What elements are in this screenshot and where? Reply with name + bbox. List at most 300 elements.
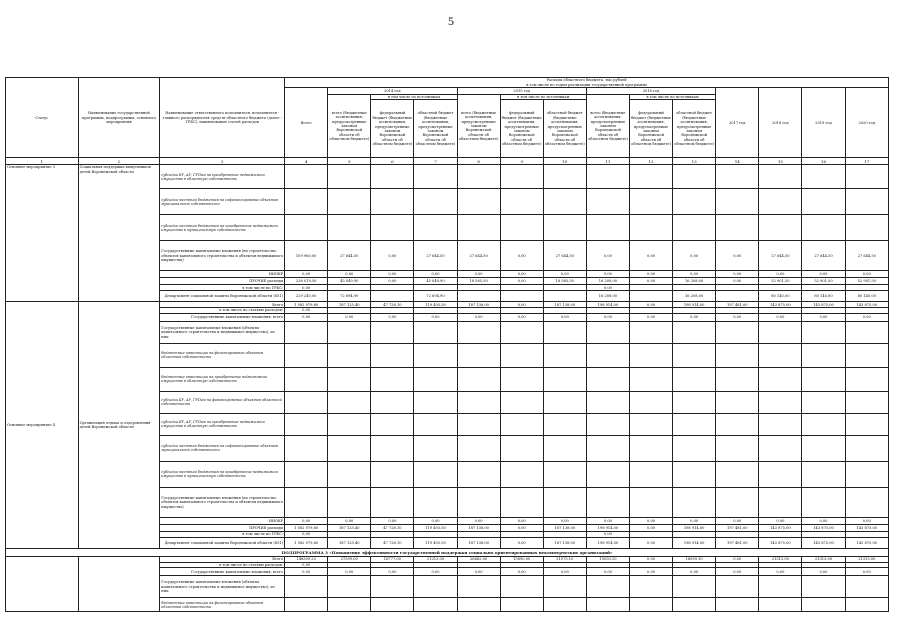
value-cell: 0,00 bbox=[673, 313, 716, 321]
value-cell bbox=[673, 435, 716, 461]
value-cell: 52 901,50 bbox=[845, 278, 888, 285]
value-cell bbox=[285, 367, 328, 391]
value-cell bbox=[414, 461, 457, 487]
value-cell: 45 049,90 bbox=[414, 278, 457, 285]
block2-name: Организация отдыха и оздоровления детей Воронежской области bbox=[78, 302, 160, 548]
value-cell bbox=[457, 461, 500, 487]
row-label: Всего bbox=[160, 556, 285, 562]
column-numbers-row bbox=[6, 158, 889, 165]
value-cell: 18 565,50 bbox=[457, 278, 500, 285]
value-cell bbox=[414, 165, 457, 189]
header-2015-incl: в том числе по источникам bbox=[500, 95, 586, 100]
value-cell: 16777,00 bbox=[371, 556, 414, 562]
value-cell: 27 644,50 bbox=[543, 241, 586, 271]
value-cell: 0,00 bbox=[629, 302, 672, 308]
value-cell: 198 914,00 bbox=[673, 537, 716, 548]
header-2015-all: всего (бюджетные ассигнования, предусмотренные законом Воронежской области об областном бюджете) bbox=[457, 95, 500, 158]
value-cell: 143 875,00 bbox=[802, 537, 845, 548]
value-cell bbox=[285, 321, 328, 343]
value-cell bbox=[716, 189, 759, 215]
value-cell bbox=[414, 391, 457, 413]
value-cell: 27 644,50 bbox=[414, 241, 457, 271]
value-cell: 52 901,50 bbox=[759, 278, 802, 285]
header-2016-incl: в том числе по источникам bbox=[629, 95, 715, 100]
value-cell: 0,00 bbox=[586, 241, 629, 271]
value-cell bbox=[285, 189, 328, 215]
header-2014-all: всего (бюджетные ассигнования, предусмотренные законом Воронежской области об областном бюджете) bbox=[328, 95, 371, 158]
value-cell bbox=[586, 367, 629, 391]
value-cell: 0,00 bbox=[759, 517, 802, 524]
value-cell: 187 138,00 bbox=[543, 302, 586, 308]
value-cell: 0,00 bbox=[414, 313, 457, 321]
header-top-subtitle: в том числе по годам реализации государственной программы bbox=[526, 82, 647, 87]
column-number-cell: 10 bbox=[543, 158, 586, 165]
value-cell bbox=[457, 576, 500, 598]
value-cell: 52 901,50 bbox=[802, 278, 845, 285]
value-cell bbox=[716, 435, 759, 461]
header-executor: Наименование ответственного исполнителя, исполнителя - главного распорядителя средств областного бюджета (далее - ГРБС), наименование статей расходов bbox=[160, 78, 285, 158]
value-cell: 0,00 bbox=[371, 271, 414, 278]
value-cell bbox=[629, 413, 672, 435]
value-cell bbox=[673, 487, 716, 517]
value-cell: 0,00 bbox=[500, 278, 543, 285]
value-cell: 148309,20 bbox=[285, 556, 328, 562]
value-cell: 143 875,00 bbox=[759, 537, 802, 548]
column-number-cell: 2 bbox=[78, 158, 160, 165]
row-label: бюджетные инвестиции на финансирование объектов областной собственности bbox=[160, 343, 285, 367]
value-cell: 187 138,00 bbox=[543, 537, 586, 548]
value-cell: 27599,00 bbox=[328, 556, 371, 562]
value-cell: 0,00 bbox=[285, 308, 328, 313]
value-cell bbox=[759, 461, 802, 487]
value-cell bbox=[716, 576, 759, 598]
value-cell bbox=[845, 189, 888, 215]
value-cell bbox=[716, 413, 759, 435]
value-cell bbox=[285, 391, 328, 413]
value-cell: 0,00 bbox=[457, 271, 500, 278]
value-cell bbox=[371, 367, 414, 391]
value-cell: 21313,00 bbox=[845, 556, 888, 562]
header-2018: 2018 год bbox=[759, 88, 802, 158]
value-cell bbox=[457, 598, 500, 612]
value-cell bbox=[328, 367, 371, 391]
value-cell bbox=[802, 343, 845, 367]
value-cell bbox=[457, 321, 500, 343]
value-cell: 47 728,10 bbox=[371, 524, 414, 531]
value-cell: 0,00 bbox=[285, 313, 328, 321]
value-cell bbox=[802, 461, 845, 487]
value-cell: 47 728,10 bbox=[371, 302, 414, 308]
value-cell bbox=[802, 487, 845, 517]
value-cell bbox=[673, 576, 716, 598]
value-cell bbox=[845, 391, 888, 413]
value-cell: 1 582 979,60 bbox=[285, 537, 328, 548]
value-cell: 0,00 bbox=[759, 568, 802, 576]
row-label: субсидии местным бюджетам на приобретение недвижимого имущества в муниципальную собственность bbox=[160, 461, 285, 487]
value-cell bbox=[371, 576, 414, 598]
value-cell: 187 138,00 bbox=[457, 302, 500, 308]
value-cell: 0,00 bbox=[414, 568, 457, 576]
value-cell: 16 208,00 bbox=[586, 278, 629, 285]
value-cell bbox=[543, 343, 586, 367]
value-cell bbox=[328, 576, 371, 598]
row-label: субсидии местным бюджетам на приобретение недвижимого имущества в муниципальную собственность bbox=[160, 215, 285, 241]
value-cell: 21313,00 bbox=[802, 556, 845, 562]
value-cell: 0,00 bbox=[586, 285, 629, 291]
value-cell bbox=[673, 367, 716, 391]
value-cell bbox=[285, 435, 328, 461]
value-cell: 197 481,00 bbox=[716, 537, 759, 548]
value-cell bbox=[543, 487, 586, 517]
row-label: в том числе по ГРБС: bbox=[160, 285, 285, 291]
value-cell: 15890,00 bbox=[500, 556, 543, 562]
value-cell: 0,00 bbox=[716, 568, 759, 576]
value-cell bbox=[673, 343, 716, 367]
value-cell bbox=[371, 215, 414, 241]
value-cell: 0,00 bbox=[500, 568, 543, 576]
value-cell: 27 644,50 bbox=[759, 241, 802, 271]
subprogram-banner: ПОДПРОГРАММА 3 «Повышение эффективности государственной поддержки социально ориентированных некоммерческих организаций» bbox=[6, 548, 889, 556]
value-cell: 0,00 bbox=[716, 517, 759, 524]
value-cell bbox=[500, 165, 543, 189]
row-label: НИОКР bbox=[160, 517, 285, 524]
value-cell: 0,00 bbox=[500, 524, 543, 531]
value-cell: 198 914,00 bbox=[586, 524, 629, 531]
value-cell bbox=[414, 343, 457, 367]
value-cell bbox=[759, 215, 802, 241]
value-cell bbox=[371, 461, 414, 487]
value-cell bbox=[543, 598, 586, 612]
value-cell bbox=[673, 189, 716, 215]
value-cell: 18 565,50 bbox=[543, 278, 586, 285]
value-cell: 0,00 bbox=[371, 517, 414, 524]
value-cell bbox=[285, 343, 328, 367]
value-cell bbox=[543, 189, 586, 215]
table-row bbox=[6, 165, 889, 189]
value-cell: 119 493,50 bbox=[414, 524, 457, 531]
value-cell: 229 240,00 bbox=[285, 291, 328, 302]
value-cell bbox=[673, 598, 716, 612]
value-cell bbox=[543, 435, 586, 461]
block1-name: Социальная поддержка выпускников детей Воронежской области bbox=[78, 165, 160, 302]
value-cell bbox=[759, 413, 802, 435]
value-cell bbox=[500, 413, 543, 435]
header-2017: 2017 год bbox=[716, 88, 759, 158]
value-cell bbox=[586, 576, 629, 598]
row-label: Департамент социальной защиты Воронежской области (851) bbox=[160, 537, 285, 548]
value-cell bbox=[285, 598, 328, 612]
value-cell bbox=[845, 165, 888, 189]
value-cell bbox=[586, 215, 629, 241]
value-cell bbox=[802, 321, 845, 343]
value-cell: 0,00 bbox=[716, 313, 759, 321]
value-cell bbox=[371, 291, 414, 302]
value-cell: 0,00 bbox=[371, 278, 414, 285]
value-cell bbox=[845, 215, 888, 241]
value-cell: 0,00 bbox=[586, 271, 629, 278]
value-cell bbox=[371, 413, 414, 435]
column-number-cell: 14 bbox=[716, 158, 759, 165]
value-cell: 26662,00 bbox=[457, 556, 500, 562]
value-cell bbox=[629, 367, 672, 391]
value-cell: 0,00 bbox=[759, 313, 802, 321]
value-cell: 143 875,00 bbox=[845, 537, 888, 548]
value-cell bbox=[629, 215, 672, 241]
value-cell bbox=[802, 576, 845, 598]
value-cell bbox=[371, 321, 414, 343]
value-cell: 0,00 bbox=[285, 531, 328, 537]
value-cell bbox=[457, 487, 500, 517]
value-cell bbox=[759, 598, 802, 612]
value-cell: 16 208,00 bbox=[586, 291, 629, 302]
value-cell bbox=[371, 391, 414, 413]
block3-status bbox=[6, 556, 79, 611]
row-label: субсидии БУ, АУ, ГУПам на приобретение недвижимого имущества в областную собственность bbox=[160, 165, 285, 189]
value-cell bbox=[802, 215, 845, 241]
header-2020: 2020 год bbox=[845, 88, 888, 158]
value-cell bbox=[845, 413, 888, 435]
value-cell: 0,00 bbox=[802, 313, 845, 321]
value-cell: 0,00 bbox=[285, 517, 328, 524]
value-cell: 198 914,00 bbox=[673, 524, 716, 531]
value-cell: 198 914,00 bbox=[673, 302, 716, 308]
value-cell: 0,00 bbox=[457, 517, 500, 524]
value-cell bbox=[500, 291, 543, 302]
value-cell: 0,00 bbox=[629, 568, 672, 576]
value-cell bbox=[629, 189, 672, 215]
value-cell: 0,00 bbox=[414, 517, 457, 524]
value-cell: 0,00 bbox=[328, 313, 371, 321]
value-cell: 0,00 bbox=[802, 568, 845, 576]
value-cell bbox=[586, 165, 629, 189]
value-cell: 0,00 bbox=[285, 285, 328, 291]
value-cell bbox=[371, 165, 414, 189]
value-cell bbox=[802, 391, 845, 413]
value-cell: 236 019,50 bbox=[285, 278, 328, 285]
value-cell: 0,00 bbox=[716, 556, 759, 562]
value-cell bbox=[500, 576, 543, 598]
value-cell bbox=[759, 165, 802, 189]
value-cell bbox=[802, 435, 845, 461]
value-cell bbox=[457, 189, 500, 215]
value-cell: 0,00 bbox=[543, 271, 586, 278]
value-cell: 0,00 bbox=[371, 241, 414, 271]
value-cell: 143 875,00 bbox=[759, 524, 802, 531]
value-cell bbox=[328, 598, 371, 612]
value-cell bbox=[371, 487, 414, 517]
value-cell: 45 049,90 bbox=[328, 278, 371, 285]
header-2015-fed: федеральный бюджет (бюджетные ассигнования, предусмотренные законом Воронежской области об областном бюджете) bbox=[500, 100, 543, 158]
value-cell: 0,00 bbox=[629, 537, 672, 548]
value-cell bbox=[629, 461, 672, 487]
value-cell bbox=[457, 413, 500, 435]
value-cell: 0,00 bbox=[586, 568, 629, 576]
value-cell bbox=[586, 487, 629, 517]
value-cell bbox=[759, 367, 802, 391]
value-cell: 0,00 bbox=[629, 271, 672, 278]
header-2016-fed: федеральный бюджет (бюджетные ассигнования, предусмотренные законом Воронежской области об областном бюджете) bbox=[629, 100, 672, 158]
value-cell bbox=[457, 291, 500, 302]
value-cell bbox=[543, 321, 586, 343]
value-cell bbox=[716, 487, 759, 517]
value-cell bbox=[543, 291, 586, 302]
column-number-cell: 5 bbox=[328, 158, 371, 165]
value-cell bbox=[285, 576, 328, 598]
header-2014-incl: в том числе по источникам bbox=[371, 95, 457, 100]
value-cell: 27 644,50 bbox=[802, 241, 845, 271]
column-number-cell: 13 bbox=[673, 158, 716, 165]
row-label: НИОКР bbox=[160, 271, 285, 278]
value-cell bbox=[673, 165, 716, 189]
value-cell bbox=[586, 461, 629, 487]
value-cell bbox=[759, 391, 802, 413]
value-cell bbox=[629, 165, 672, 189]
value-cell: 0,00 bbox=[414, 271, 457, 278]
value-cell bbox=[457, 391, 500, 413]
value-cell bbox=[716, 391, 759, 413]
value-cell bbox=[328, 215, 371, 241]
value-cell: 0,00 bbox=[845, 313, 888, 321]
header-total: Всего bbox=[285, 88, 328, 158]
value-cell: 0,00 bbox=[586, 531, 629, 537]
value-cell: 0,00 bbox=[716, 241, 759, 271]
value-cell bbox=[371, 343, 414, 367]
block3-name bbox=[78, 556, 160, 611]
value-cell bbox=[759, 343, 802, 367]
column-number-cell: 6 bbox=[371, 158, 414, 165]
value-cell: 0,00 bbox=[673, 241, 716, 271]
value-cell bbox=[414, 215, 457, 241]
value-cell: 0,00 bbox=[716, 271, 759, 278]
value-cell bbox=[457, 367, 500, 391]
value-cell: 16 208,00 bbox=[673, 291, 716, 302]
value-cell bbox=[285, 215, 328, 241]
value-cell bbox=[328, 461, 371, 487]
value-cell: 187 138,00 bbox=[457, 537, 500, 548]
value-cell: 0,00 bbox=[285, 562, 328, 567]
value-cell bbox=[759, 576, 802, 598]
value-cell bbox=[500, 189, 543, 215]
value-cell: 0,00 bbox=[845, 568, 888, 576]
budget-table bbox=[5, 77, 889, 612]
row-label: Государственные капитальные вложения, всего bbox=[160, 313, 285, 321]
value-cell bbox=[759, 487, 802, 517]
value-cell bbox=[328, 435, 371, 461]
value-cell: 0,00 bbox=[586, 517, 629, 524]
header-status: Статус bbox=[6, 78, 79, 158]
value-cell bbox=[328, 413, 371, 435]
value-cell: 0,00 bbox=[328, 568, 371, 576]
row-label: ПРОЧИЕ расходы bbox=[160, 278, 285, 285]
value-cell: 0,00 bbox=[543, 313, 586, 321]
value-cell: 119 493,50 bbox=[414, 302, 457, 308]
value-cell: 119 493,50 bbox=[414, 537, 457, 548]
value-cell bbox=[845, 367, 888, 391]
value-cell: 0,00 bbox=[629, 241, 672, 271]
value-cell bbox=[457, 165, 500, 189]
row-label: в том числе по статьям расходов: bbox=[160, 562, 285, 567]
column-number-cell: 9 bbox=[500, 158, 543, 165]
value-cell bbox=[414, 413, 457, 435]
row-label: Государственные капитальные вложения (на строительство объектов капитального строительства и объектов недвижимого имущества) bbox=[160, 487, 285, 517]
value-cell: 21213,00 bbox=[414, 556, 457, 562]
value-cell: 27 644,50 bbox=[845, 241, 888, 271]
value-cell: 1 582 979,60 bbox=[285, 524, 328, 531]
value-cell bbox=[802, 189, 845, 215]
value-cell: 109 980,00 bbox=[285, 241, 328, 271]
value-cell: 198 914,00 bbox=[586, 537, 629, 548]
value-cell bbox=[802, 598, 845, 612]
value-cell bbox=[629, 576, 672, 598]
value-cell bbox=[759, 321, 802, 343]
header-2014: 2014 год bbox=[328, 88, 457, 95]
value-cell: 0,00 bbox=[500, 302, 543, 308]
row-label: в том числе по статьям расходов: bbox=[160, 308, 285, 313]
value-cell: 143 875,00 bbox=[759, 302, 802, 308]
value-cell: 197 481,00 bbox=[716, 524, 759, 531]
value-cell: 0,00 bbox=[285, 271, 328, 278]
value-cell bbox=[629, 343, 672, 367]
value-cell bbox=[285, 461, 328, 487]
value-cell: 19593,10 bbox=[586, 556, 629, 562]
row-label: субсидии местным бюджетам на софинансирование объектов муниципальной собственности bbox=[160, 435, 285, 461]
block2-status: Основное мероприятие 4 bbox=[6, 302, 79, 548]
value-cell bbox=[629, 391, 672, 413]
value-cell: 0,00 bbox=[457, 568, 500, 576]
value-cell bbox=[543, 215, 586, 241]
subprogram-banner-row bbox=[6, 548, 889, 556]
value-cell: 0,00 bbox=[673, 271, 716, 278]
value-cell bbox=[328, 189, 371, 215]
value-cell: 0,00 bbox=[500, 241, 543, 271]
value-cell: 0,00 bbox=[629, 278, 672, 285]
value-cell bbox=[716, 367, 759, 391]
value-cell: 0,00 bbox=[543, 517, 586, 524]
value-cell bbox=[371, 435, 414, 461]
column-number-cell: 3 bbox=[160, 158, 285, 165]
value-cell bbox=[629, 291, 672, 302]
value-cell bbox=[500, 367, 543, 391]
value-cell: 47 728,10 bbox=[371, 537, 414, 548]
value-cell bbox=[371, 189, 414, 215]
row-label: субсидии местным бюджетам на софинансирование объектов муниципальной собственности bbox=[160, 189, 285, 215]
value-cell: 0,00 bbox=[673, 568, 716, 576]
header-2016-all: всего (бюджетные ассигнования, предусмотренные законом Воронежской области об областном бюджете) bbox=[586, 95, 629, 158]
value-cell bbox=[586, 343, 629, 367]
value-cell: 80 140,00 bbox=[759, 291, 802, 302]
value-cell bbox=[716, 291, 759, 302]
value-cell bbox=[500, 215, 543, 241]
header-2014-obl: областной бюджет (бюджетные ассигнования, предусмотренные законом Воронежской области об областном бюджете) bbox=[414, 100, 457, 158]
value-cell bbox=[543, 391, 586, 413]
value-cell: 0,00 bbox=[802, 271, 845, 278]
value-cell: 187 125,40 bbox=[328, 524, 371, 531]
header-2014-fed: федеральный бюджет (бюджетные ассигнования, предусмотренные законом Воронежской области об областном бюджете) bbox=[371, 100, 414, 158]
value-cell: 187 138,00 bbox=[543, 524, 586, 531]
header-2015: 2015 год bbox=[457, 88, 586, 95]
header-2019: 2019 год bbox=[802, 88, 845, 158]
value-cell bbox=[500, 343, 543, 367]
value-cell bbox=[802, 165, 845, 189]
value-cell bbox=[845, 487, 888, 517]
value-cell bbox=[328, 487, 371, 517]
value-cell: 0,00 bbox=[500, 271, 543, 278]
value-cell bbox=[328, 165, 371, 189]
value-cell: 0,00 bbox=[845, 271, 888, 278]
value-cell bbox=[586, 598, 629, 612]
row-label: ПРОЧИЕ расходы bbox=[160, 524, 285, 531]
value-cell bbox=[328, 343, 371, 367]
